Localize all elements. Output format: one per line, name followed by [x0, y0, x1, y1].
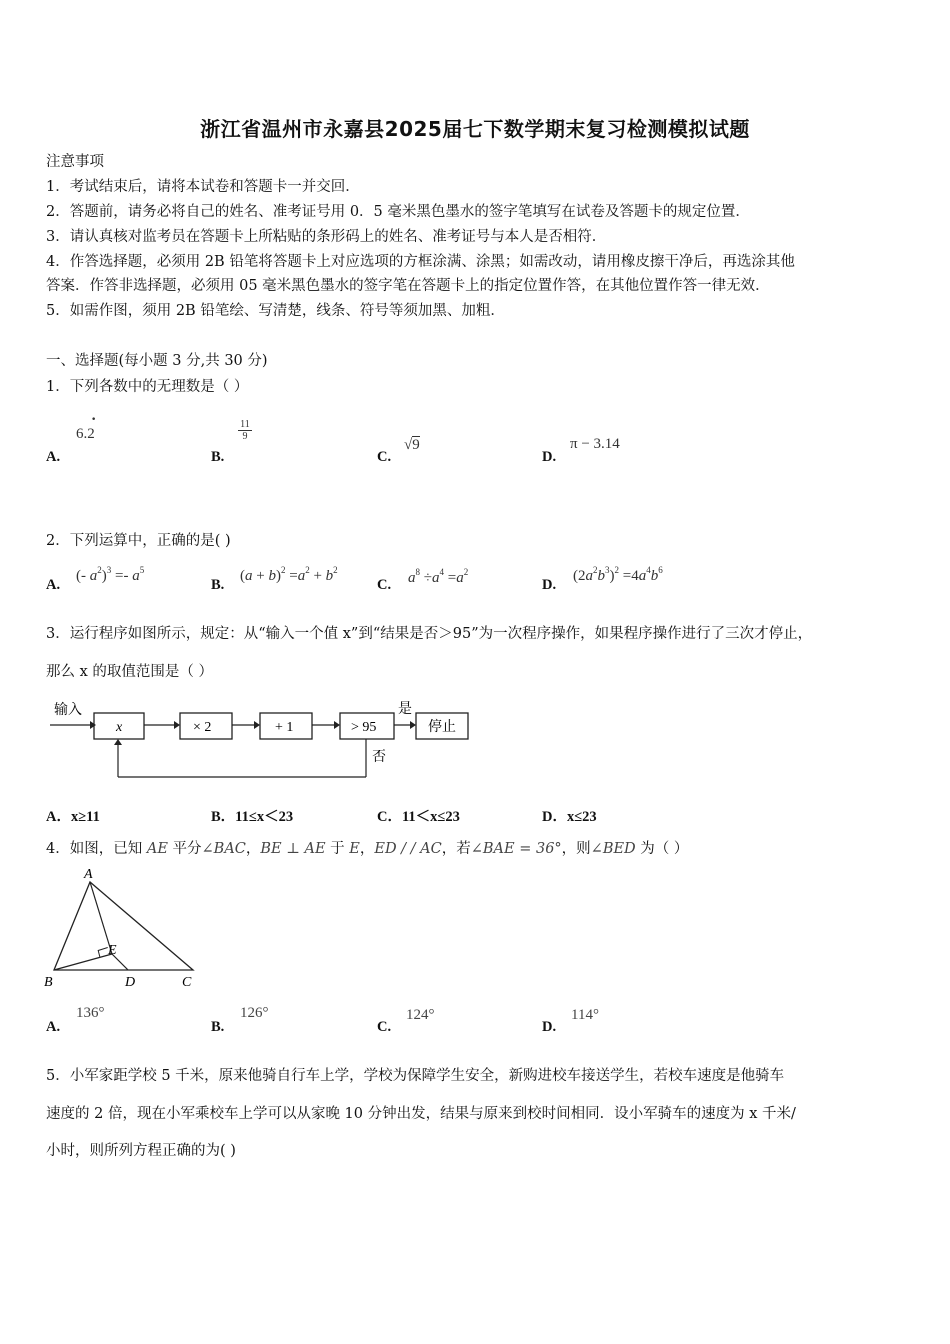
q2-option-c-label: C. — [377, 577, 392, 593]
q1-option-a-label: A. — [46, 449, 61, 465]
flow-arrowhead — [174, 721, 180, 729]
q3-stem-line1: 3．运行程序如图所示，规定：从“输入一个值 x”到“结果是否＞95”为一次程序操作，如果程序操作进行了三次才停止， — [46, 626, 813, 642]
q3-option-b: B．11≤x＜23 — [211, 809, 294, 825]
notice-item: 2．答题前，请务必将自己的姓名、准考证号用 0．5 毫米黑色墨水的签字笔填写在试卷及答题卡的规定位置． — [46, 204, 750, 220]
q4-option-c-label: C. — [377, 1019, 392, 1035]
notice-item: 3．请认真核对监考员在答题卡上所粘贴的条形码上的姓名、准考证号与本人是否相符． — [46, 229, 607, 245]
flow-times2-label: × 2 — [193, 720, 212, 735]
q5-stem-line2: 速度的 2 倍，现在小军乘校车上学可以从家晚 10 分钟出发，结果与原来到校时间相同．设小军骑车的速度为 x 千米/ — [46, 1106, 796, 1122]
point-d-label: D — [125, 975, 136, 990]
flow-yes-label: 是 — [398, 702, 412, 717]
flow-arrowhead — [334, 721, 340, 729]
q4-option-a-label: A. — [46, 1019, 61, 1035]
q1-option-d-label: D. — [542, 449, 557, 465]
flow-plus1-label: + 1 — [275, 720, 294, 735]
triangle-abc — [54, 882, 193, 970]
q4-option-c: 124° — [406, 1007, 435, 1023]
q4-option-d: 114° — [571, 1007, 599, 1023]
q2-option-d-label: D. — [542, 577, 557, 593]
q3-option-a: A．x≥11 — [46, 809, 100, 825]
flow-arrowhead — [90, 721, 96, 729]
line-be — [54, 954, 112, 970]
flow-arrowhead — [410, 721, 416, 729]
q2-option-b-label: B. — [211, 577, 225, 593]
q2-option-a-label: A. — [46, 577, 61, 593]
flow-gt95-label: > 95 — [351, 720, 377, 735]
fraction-numerator: 11 — [240, 419, 250, 430]
q5-stem-line3: 小时，则所列方程正确的为( ) — [46, 1143, 236, 1159]
section-heading: 一、选择题(每小题 3 分,共 30 分) — [46, 353, 268, 369]
point-e-label: E — [108, 943, 117, 958]
q3-stem-line2: 那么 x 的取值范围是（ ） — [46, 664, 214, 680]
notice-item: 1．考试结束后，请将本试卷和答题卡一并交回． — [46, 179, 360, 195]
notice-heading: 注意事项 — [46, 154, 104, 170]
q1-option-c — [404, 437, 420, 454]
q2-option-d-formula: $(2a^2b^3)^2 =4a^4b^6$ — [573, 565, 663, 584]
point-b-label: B — [44, 975, 53, 990]
q1-stem: 1．下列各数中的无理数是（ ） — [46, 379, 249, 395]
notice-item: 4．作答选择题，必须用 2B 铅笔将答题卡上对应选项的方框涂满、涂黑；如需改动，请用橡皮擦干净后，再选涂其他 — [46, 254, 795, 270]
q1-option-a: 6.2 — [76, 426, 95, 442]
q4-stem: 4．如图，已知 AE 平分∠BAC，BE ⊥ AE 于 E，ED / / AC，若∠BAE = 36°，则∠BED 为（ ） — [46, 841, 689, 857]
q2-option-c-formula: $a^8 \div a^4 =a^2$ — [408, 567, 469, 586]
q2-option-b-formula: $(a + b)^2 =a^2 + b^2$ — [240, 565, 338, 584]
repeating-dot: · — [91, 411, 97, 428]
q1-option-b-fraction — [238, 419, 252, 442]
flow-stop-label: 停止 — [428, 720, 456, 735]
q3-option-d: D．x≤23 — [542, 809, 597, 825]
radical-sign: √ — [404, 437, 413, 453]
q5-stem-line1: 5．小军家距学校 5 千米，原来他骑自行车上学，学校为保障学生安全，新购进校车接送学生，若校车速度是他骑车 — [46, 1068, 785, 1084]
flow-no-label: 否 — [372, 750, 386, 765]
radicand: 9 — [412, 437, 420, 453]
q1-option-b-label: B. — [211, 449, 225, 465]
flow-x-label: x — [116, 720, 123, 735]
page-title: 浙江省温州市永嘉县2025届七下数学期末复习检测模拟试题 — [200, 117, 750, 141]
q4-option-a: 136° — [76, 1005, 105, 1021]
triangle-figure — [40, 864, 210, 994]
q4-option-b-label: B. — [211, 1019, 225, 1035]
q1-option-d: π − 3.14 — [570, 436, 620, 452]
program-flowchart — [46, 697, 476, 782]
flow-arrowhead — [254, 721, 260, 729]
point-a-label: A — [84, 867, 93, 882]
q1-option-c-label: C. — [377, 449, 392, 465]
notice-item: 5．如需作图，须用 2B 铅笔绘、写清楚，线条、符号等须加黑、加粗． — [46, 303, 505, 319]
flow-input-label: 输入 — [54, 703, 82, 718]
point-c-label: C — [182, 975, 192, 990]
q3-option-c: C．11＜x≤23 — [377, 809, 460, 825]
q4-option-d-label: D. — [542, 1019, 557, 1035]
fraction-denominator: 9 — [238, 430, 252, 442]
q2-stem: 2．下列运算中，正确的是( ) — [46, 533, 231, 549]
notice-item: 答案．作答非选择题，必须用 05 毫米黑色墨水的签字笔在答题卡上的指定位置作答，在其他位置作答一律无效． — [46, 278, 770, 294]
flow-arrowhead — [114, 739, 122, 745]
q2-option-a-formula: (- $a^2)^3 =- a^5$ — [76, 565, 145, 584]
q4-option-b: 126° — [240, 1005, 269, 1021]
